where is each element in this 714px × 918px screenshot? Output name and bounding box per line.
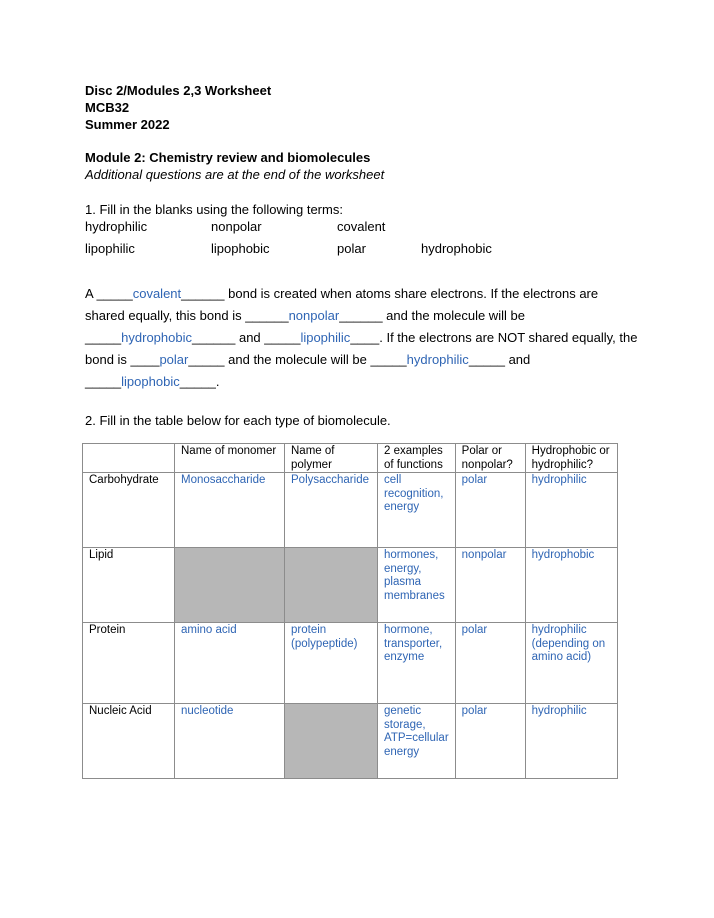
row-label: Carbohydrate [83, 473, 175, 548]
header-cell-empty [83, 444, 175, 473]
row-label: Nucleic Acid [83, 704, 175, 779]
q1-sentence-line-4: bond is ____polar_____ and the molecule will be _____hydrophilic_____ and [85, 352, 531, 367]
q2-prompt: 2. Fill in the table below for each type of biomolecule. [85, 413, 391, 428]
answer-hydrophilic: hydrophilic [406, 352, 469, 367]
course-name: MCB32 [85, 100, 130, 115]
term-polar: polar [337, 241, 366, 256]
term-lipophilic: lipophilic [85, 241, 135, 256]
polarity-cell: nonpolar [455, 548, 525, 623]
polarity-cell: polar [455, 704, 525, 779]
table-header-row [83, 444, 618, 473]
q1-sentence-line-1: A _____covalent______ bond is created when atoms share electrons. If the electrons are [85, 286, 599, 301]
answer-covalent: covalent [132, 286, 182, 301]
term-hydrophilic: hydrophilic [85, 219, 148, 234]
answer-hydrophobic: hydrophobic [121, 330, 192, 345]
term-nonpolar: nonpolar [211, 219, 262, 234]
monomer-cell-shaded [175, 548, 285, 623]
functions-cell: hormones, energy, plasma membranes [378, 548, 456, 623]
term-label: Summer 2022 [85, 117, 170, 132]
q1-sentence-line-5: _____lipophobic_____. [85, 374, 220, 389]
functions-cell: hormone, transporter, enzyme [378, 623, 456, 704]
monomer-cell: nucleotide [175, 704, 285, 779]
hydro-cell: hydrophilic (depending on amino acid) [525, 623, 617, 704]
monomer-cell: Monosaccharide [175, 473, 285, 548]
monomer-cell: amino acid [175, 623, 285, 704]
module-heading: Module 2: Chemistry review and biomolecules [85, 150, 371, 165]
header-polarity: Polar or nonpolar? [455, 444, 525, 473]
q1-sentence-line-3: _____hydrophobic______ and _____lipophilic____. If the electrons are NOT shared equally, the [85, 330, 638, 345]
polymer-cell-shaded [285, 548, 378, 623]
answer-nonpolar: nonpolar [288, 308, 340, 323]
functions-cell: genetic storage, ATP=cellular energy [378, 704, 456, 779]
answer-lipophilic: lipophilic [300, 330, 351, 345]
table-row [83, 704, 618, 779]
polymer-cell-shaded [285, 704, 378, 779]
hydro-cell: hydrophobic [525, 548, 617, 623]
polymer-cell: protein (polypeptide) [285, 623, 378, 704]
table-row [83, 473, 618, 548]
answer-polar: polar [159, 352, 189, 367]
header-functions: 2 examples of functions [378, 444, 456, 473]
header-polymer: Name of polymer [285, 444, 378, 473]
row-label: Lipid [83, 548, 175, 623]
header-monomer: Name of monomer [175, 444, 285, 473]
header-hydro: Hydrophobic or hydrophilic? [525, 444, 617, 473]
functions-cell: cell recognition, energy [378, 473, 456, 548]
q1-sentence-line-2: shared equally, this bond is ______nonpolar______ and the molecule will be [85, 308, 525, 323]
worksheet-title: Disc 2/Modules 2,3 Worksheet [85, 83, 272, 98]
term-hydrophobic: hydrophobic [421, 241, 492, 256]
term-covalent: covalent [337, 219, 386, 234]
table-row [83, 548, 618, 623]
answer-lipophobic: lipophobic [121, 374, 180, 389]
row-label: Protein [83, 623, 175, 704]
polymer-cell: Polysaccharide [285, 473, 378, 548]
term-lipophobic: lipophobic [211, 241, 270, 256]
hydro-cell: hydrophilic [525, 704, 617, 779]
polarity-cell: polar [455, 623, 525, 704]
biomolecule-table [82, 443, 618, 779]
hydro-cell: hydrophilic [525, 473, 617, 548]
polarity-cell: polar [455, 473, 525, 548]
module-note: Additional questions are at the end of the worksheet [85, 167, 385, 182]
q1-prompt: 1. Fill in the blanks using the following terms: [85, 202, 343, 217]
table-row [83, 623, 618, 704]
